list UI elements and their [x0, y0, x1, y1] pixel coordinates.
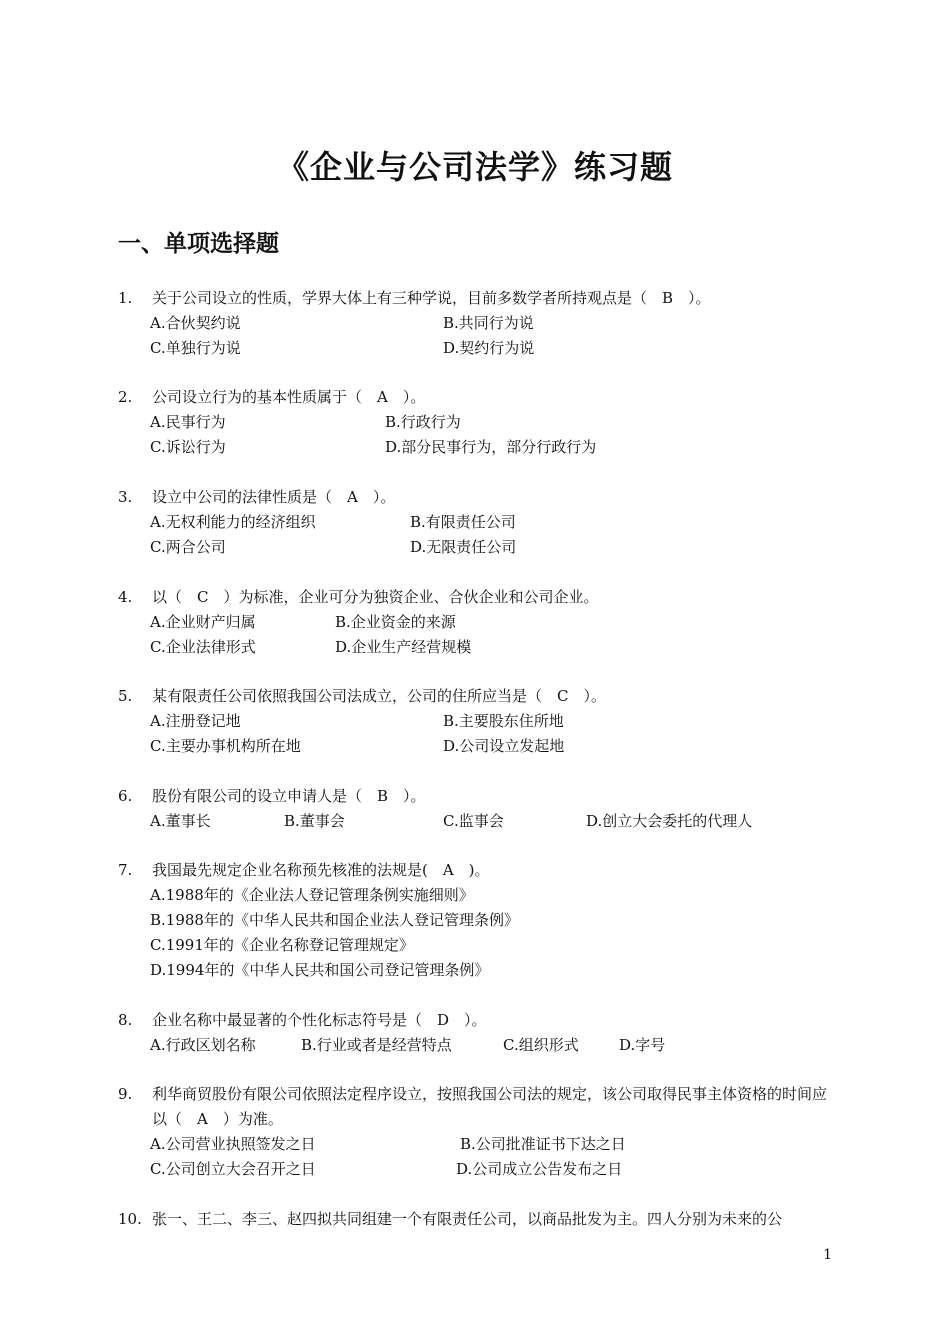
- option-a: A.注册登记地: [150, 712, 241, 730]
- question-number: 3.: [118, 488, 133, 506]
- question-stem: 我国最先规定企业名称预先核准的法规是( A )。: [152, 861, 490, 879]
- question-number: 5.: [118, 687, 133, 705]
- question-stem: 某有限责任公司依照我国公司法成立，公司的住所应当是（ C ）。: [152, 687, 606, 705]
- question-1: [118, 286, 838, 311]
- option-d: D.字号: [619, 1036, 666, 1054]
- question-2: [118, 385, 838, 410]
- question-stem: 关于公司设立的性质，学界大体上有三种学说，目前多数学者所持观点是（ B ）。: [152, 289, 711, 307]
- option-c: C.公司创立大会召开之日: [150, 1160, 316, 1178]
- option-c: C.单独行为说: [150, 339, 241, 357]
- option-a: A.董事长: [150, 812, 211, 830]
- option-b: B.董事会: [284, 812, 345, 830]
- option-a: A.民事行为: [150, 413, 226, 431]
- option-d: D.1994年的《中华人民共和国公司登记管理条例》: [150, 961, 490, 979]
- question-number: 10.: [118, 1210, 142, 1228]
- option-c: C.监事会: [443, 812, 504, 830]
- question-stem: 股份有限公司的设立申请人是（ B ）。: [152, 787, 426, 805]
- question-number: 7.: [118, 861, 133, 879]
- question-stem: 企业名称中最显著的个性化标志符号是（ D ）。: [152, 1011, 487, 1029]
- question-10: [118, 1207, 838, 1232]
- option-c: C.主要办事机构所在地: [150, 737, 301, 755]
- option-a: A.合伙契约说: [150, 314, 241, 332]
- question-9: [118, 1082, 838, 1132]
- question-4: [118, 585, 838, 610]
- section-heading: 一、单项选择题: [118, 231, 279, 257]
- option-d: D.企业生产经营规模: [335, 638, 472, 656]
- question-7: [118, 858, 838, 883]
- question-stem: 以（ C ）为标准，企业可分为独资企业、合伙企业和公司企业。: [152, 588, 599, 606]
- question-stem: 利华商贸股份有限公司依照法定程序设立，按照我国公司法的规定，该公司取得民事主体资格的时间应以（ A ）为准。: [152, 1085, 828, 1128]
- question-5: [118, 684, 838, 709]
- option-b: B.有限责任公司: [410, 513, 516, 531]
- option-d: D.无限责任公司: [410, 538, 517, 556]
- document-title: 《企业与公司法学》练习题: [276, 148, 673, 186]
- option-a: A.无权利能力的经济组织: [150, 513, 316, 531]
- option-b: B.共同行为说: [443, 314, 534, 332]
- option-d: D.公司设立发起地: [443, 737, 565, 755]
- option-d: D.部分民事行为，部分行政行为: [385, 438, 597, 456]
- option-a: A.公司营业执照签发之日: [150, 1135, 316, 1153]
- option-a: A.1988年的《企业法人登记管理条例实施细则》: [150, 886, 474, 904]
- option-c: C.两合公司: [150, 538, 226, 556]
- question-number: 2.: [118, 388, 133, 406]
- option-b: B.主要股东住所地: [443, 712, 564, 730]
- question-3: [118, 485, 838, 510]
- option-a: A.企业财产归属: [150, 613, 256, 631]
- option-a: A.行政区划名称: [150, 1036, 256, 1054]
- question-number: 6.: [118, 787, 133, 805]
- option-c: C.企业法律形式: [150, 638, 256, 656]
- question-stem: 公司设立行为的基本性质属于（ A ）。: [152, 388, 426, 406]
- option-b: B.公司批准证书下达之日: [460, 1135, 626, 1153]
- option-c: C.1991年的《企业名称登记管理规定》: [150, 936, 414, 954]
- option-b: B.企业资金的来源: [335, 613, 456, 631]
- option-c: C.诉讼行为: [150, 438, 226, 456]
- option-c: C.组织形式: [503, 1036, 579, 1054]
- question-8: [118, 1008, 838, 1033]
- question-number: 1.: [118, 289, 133, 307]
- question-number: 9.: [118, 1085, 133, 1103]
- option-d: D.创立大会委托的代理人: [586, 812, 753, 830]
- question-number: 4.: [118, 588, 133, 606]
- question-number: 8.: [118, 1011, 133, 1029]
- option-d: D.公司成立公告发布之日: [456, 1160, 623, 1178]
- question-stem: 张一、王二、李三、赵四拟共同组建一个有限责任公司，以商品批发为主。四人分别为未来的公: [152, 1210, 783, 1228]
- question-stem: 设立中公司的法律性质是（ A ）。: [152, 488, 396, 506]
- option-b: B.行政行为: [385, 413, 461, 431]
- option-d: D.契约行为说: [443, 339, 535, 357]
- option-b: B.行业或者是经营特点: [301, 1036, 452, 1054]
- question-6: [118, 784, 838, 809]
- option-b: B.1988年的《中华人民共和国企业法人登记管理条例》: [150, 911, 519, 929]
- page-number: 1: [823, 1247, 832, 1263]
